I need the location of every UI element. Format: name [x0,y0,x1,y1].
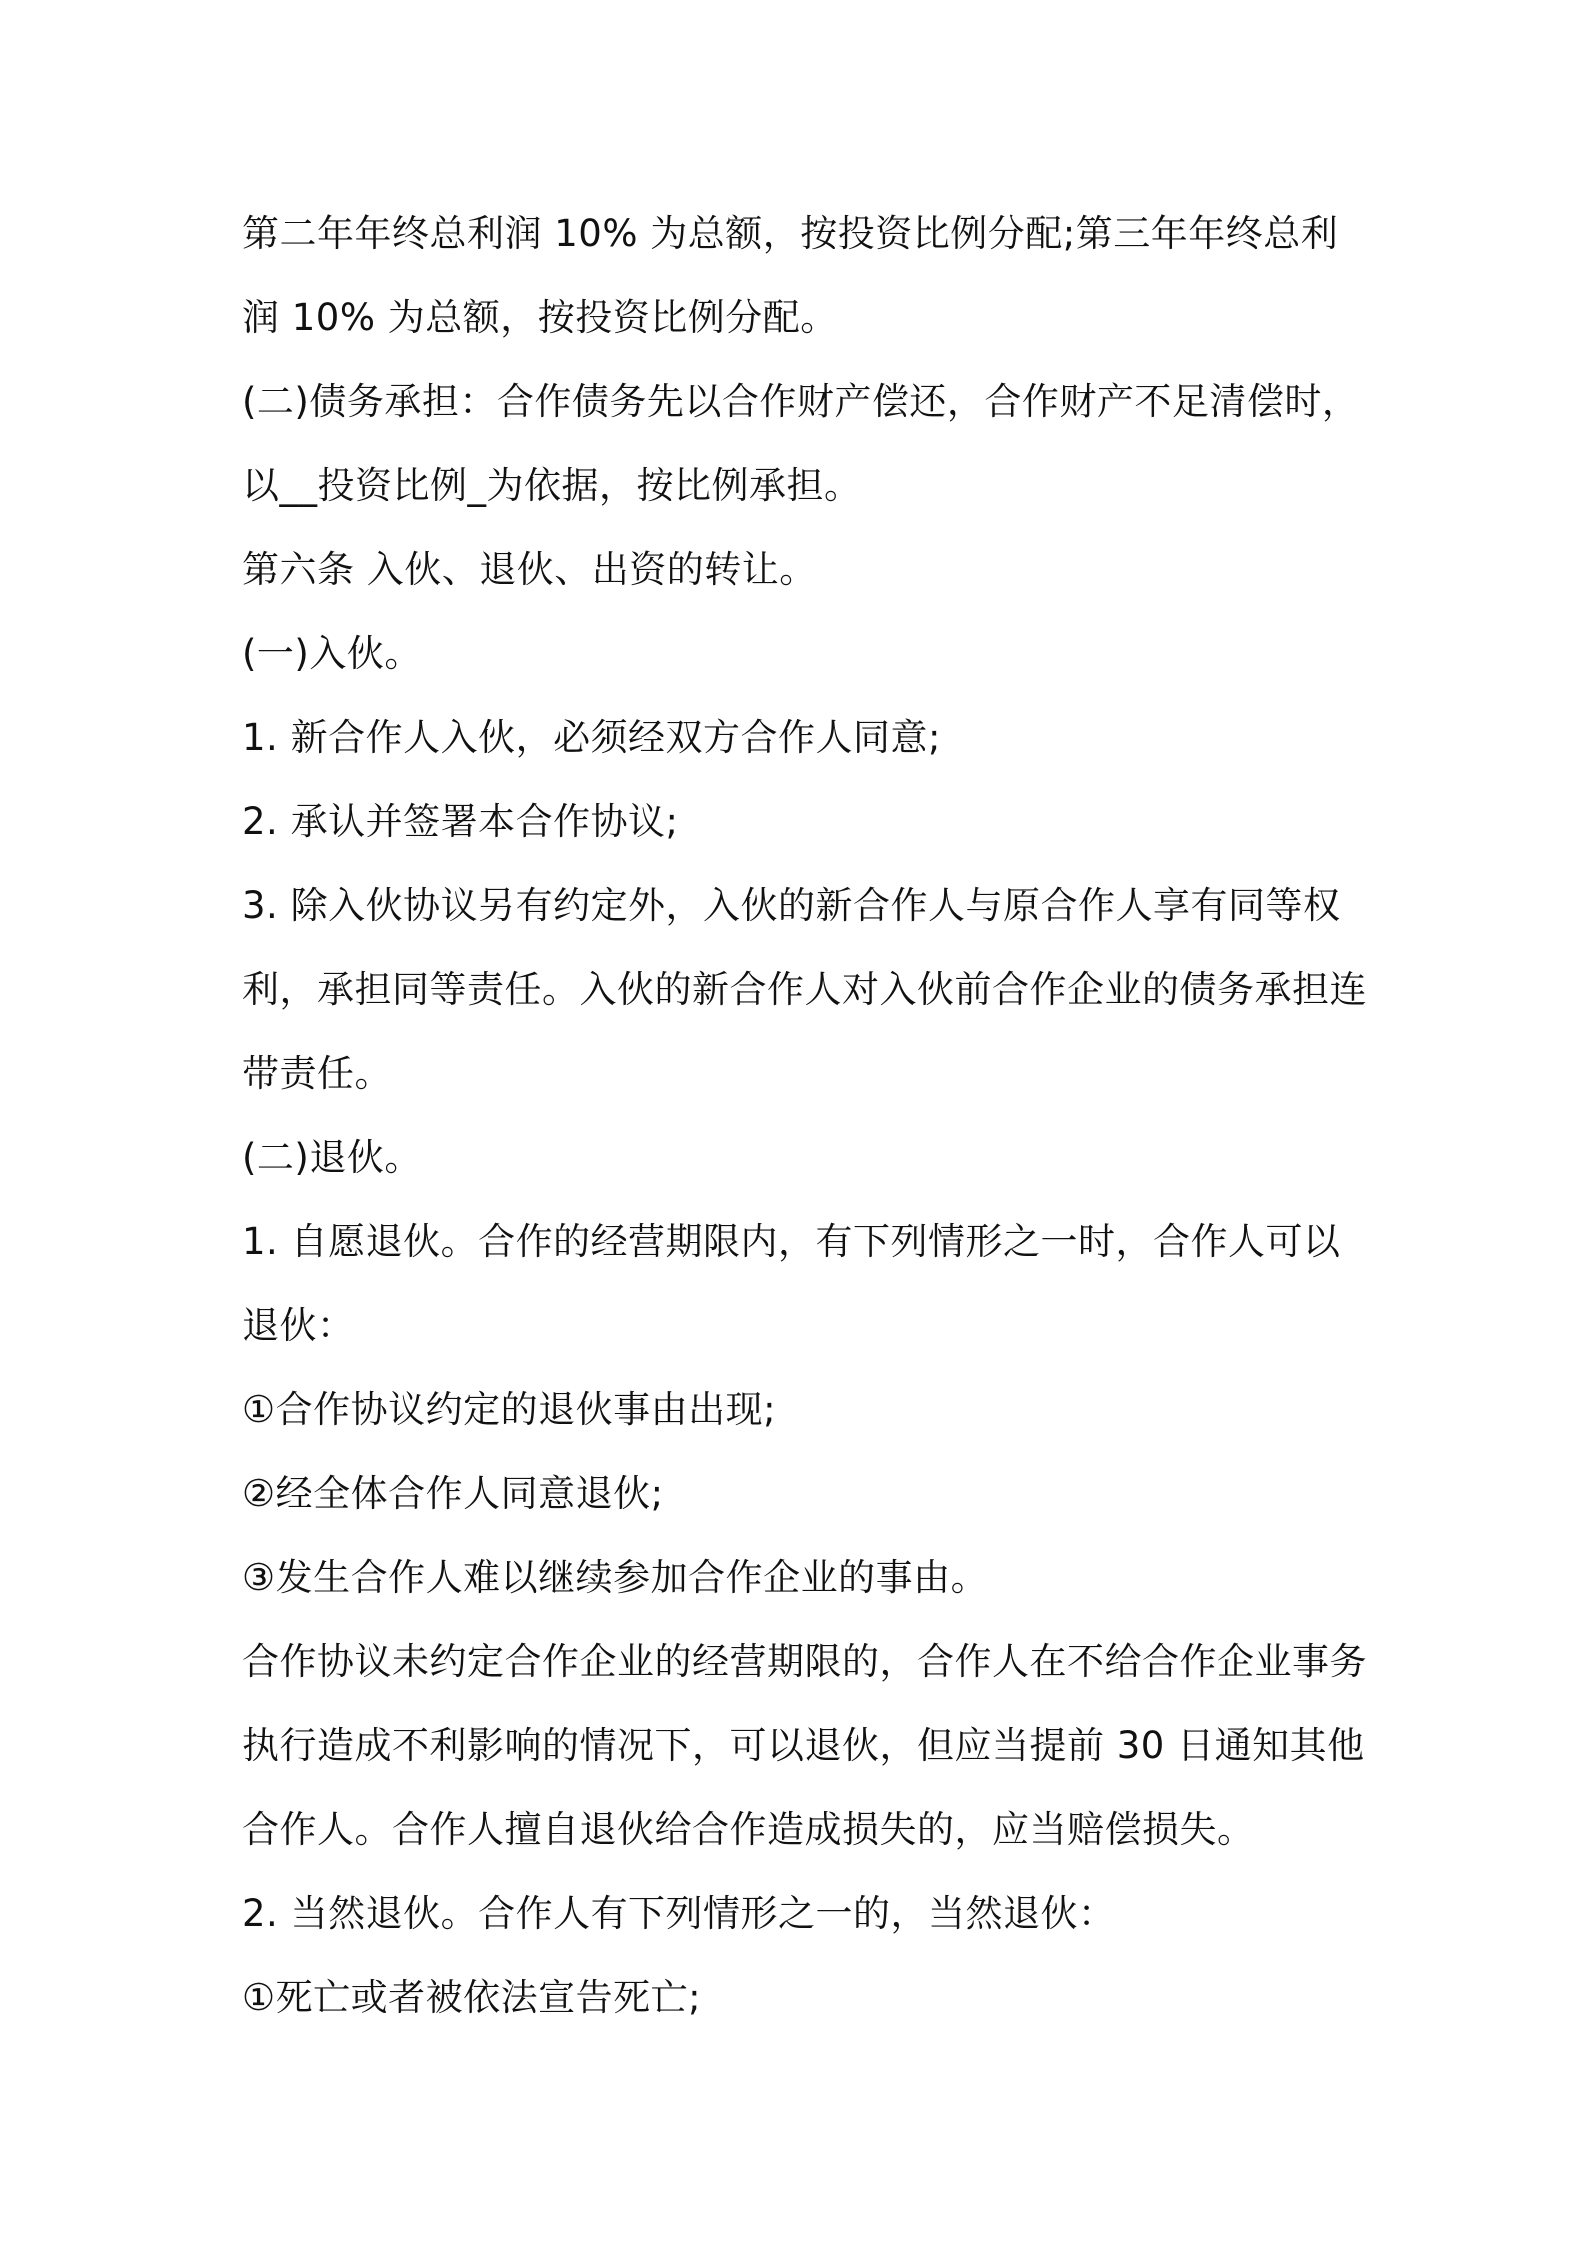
text-line: 第二年年终总利润 10% 为总额，按投资比例分配;第三年年终总利 [242,212,1339,255]
list-item: 2. 当然退伙。合作人有下列情形之一的，当然退伙： [242,1892,1116,1935]
text-line: 以__投资比例_为依据，按比例承担。 [242,464,862,507]
text-line: 执行造成不利影响的情况下，可以退伙，但应当提前 30 日通知其他 [242,1724,1365,1767]
list-item: ③发生合作人难以继续参加合作企业的事由。 [242,1556,989,1599]
subsection-heading: (一)入伙。 [242,632,422,675]
list-item: 1. 新合作人入伙，必须经双方合作人同意; [242,716,942,759]
text-line: 润 10% 为总额，按投资比例分配。 [242,296,838,339]
list-item: 2. 承认并签署本合作协议; [242,800,679,843]
text-line: (二)债务承担：合作债务先以合作财产偿还，合作财产不足清偿时， [242,380,1360,423]
text-line: 合作协议未约定合作企业的经营期限的，合作人在不给合作企业事务 [242,1640,1367,1683]
list-item: ①合作协议约定的退伙事由出现; [242,1388,777,1431]
section-heading: 第六条 入伙、退伙、出资的转让。 [242,548,817,591]
text-line: 合作人。合作人擅自退伙给合作造成损失的，应当赔偿损失。 [242,1808,1255,1851]
list-item: 1. 自愿退伙。合作的经营期限内，有下列情形之一时，合作人可以 [242,1220,1341,1263]
document-body [242,192,1367,2040]
list-item: 3. 除入伙协议另有约定外，入伙的新合作人与原合作人享有同等权 [242,884,1341,927]
subsection-heading: (二)退伙。 [242,1136,422,1179]
list-item: ②经全体合作人同意退伙; [242,1472,664,1515]
text-line: 利，承担同等责任。入伙的新合作人对入伙前合作企业的债务承担连 [242,968,1367,1011]
text-line: 带责任。 [242,1052,392,1095]
text-line: 退伙： [242,1304,355,1347]
list-item: ①死亡或者被依法宣告死亡; [242,1976,702,2019]
